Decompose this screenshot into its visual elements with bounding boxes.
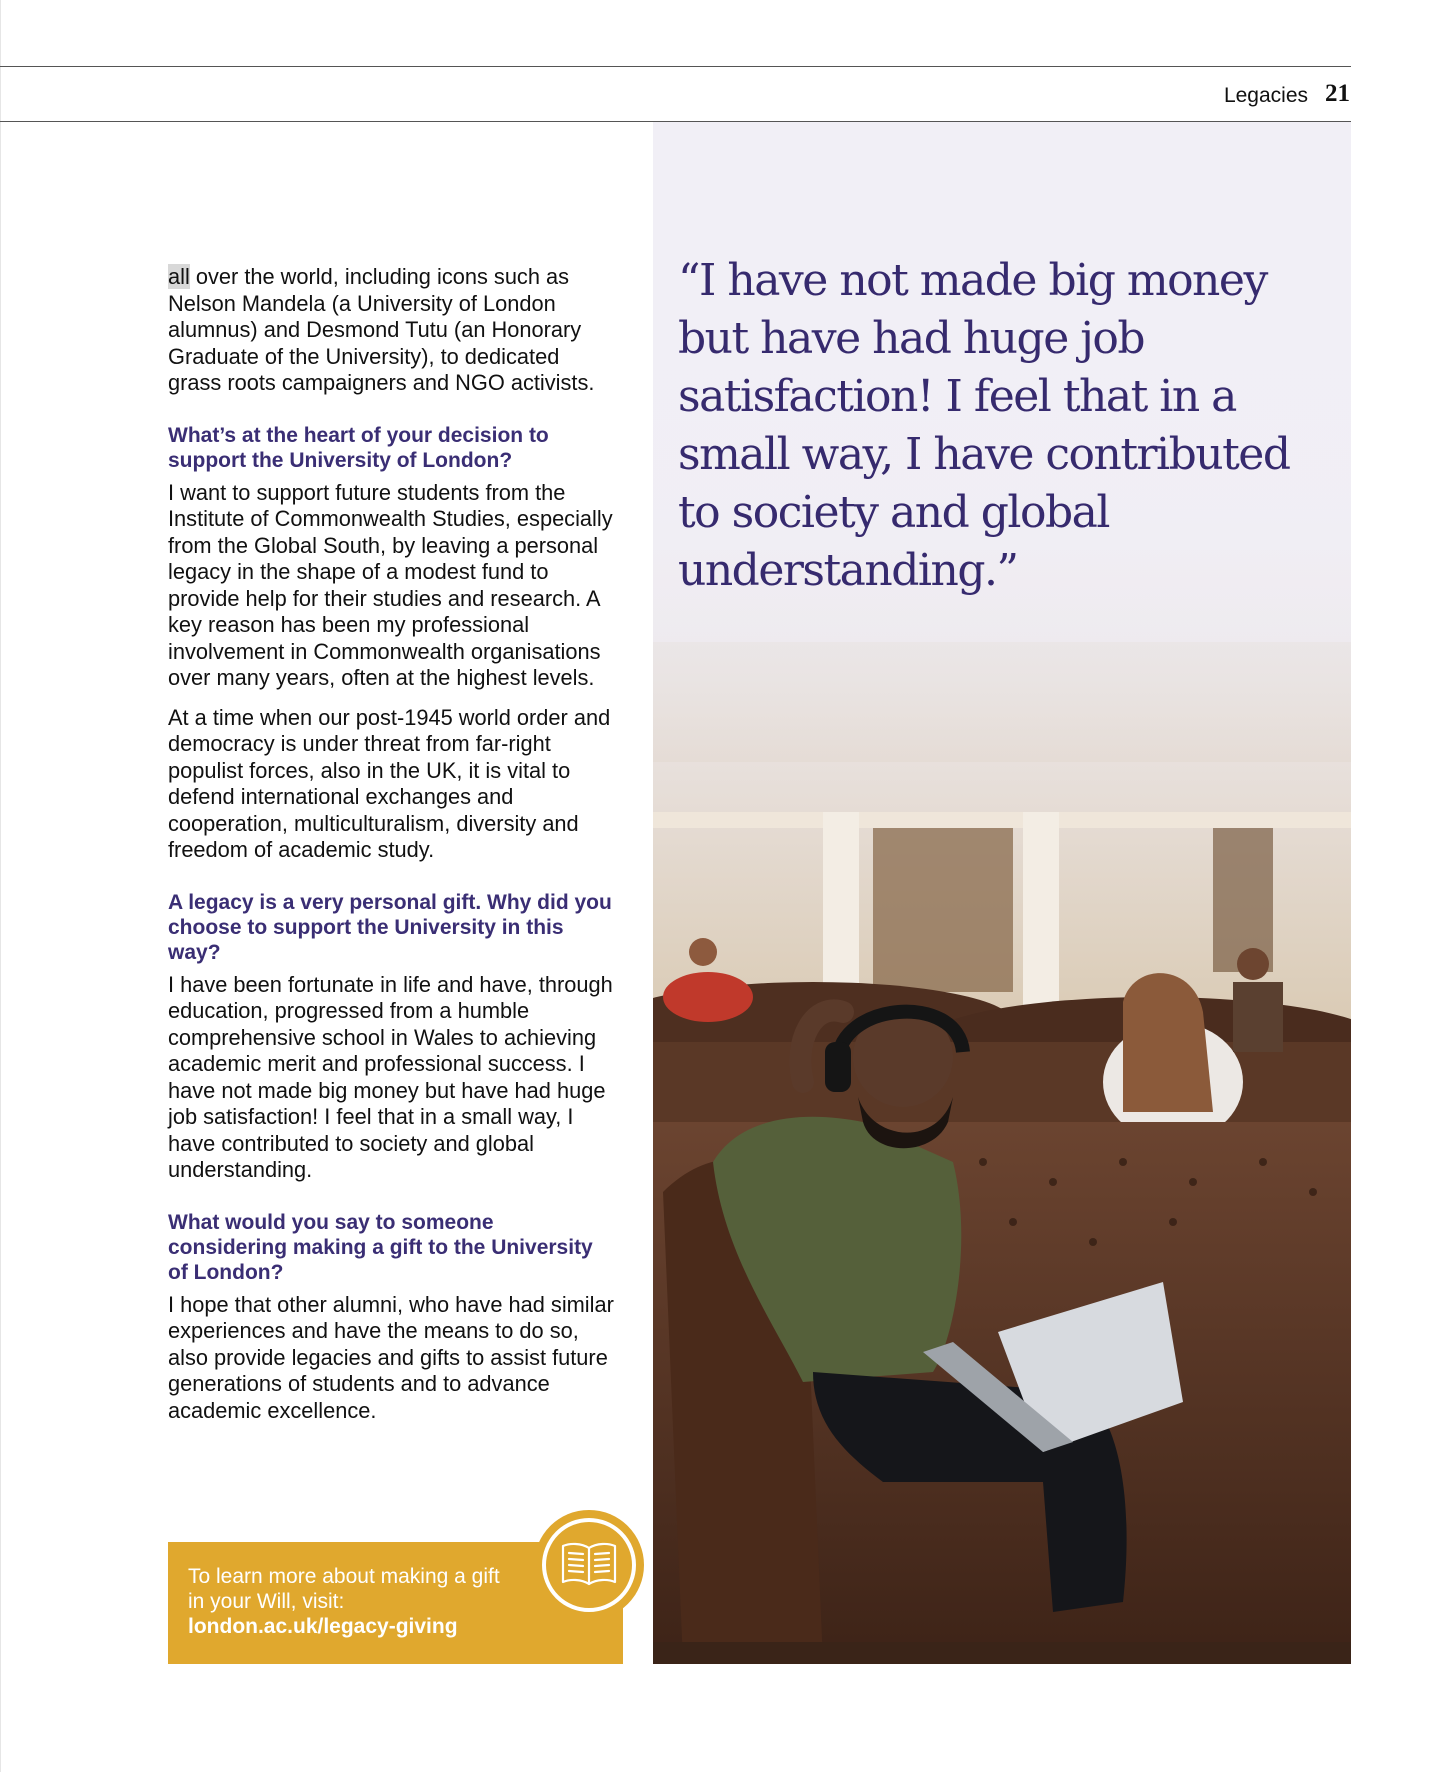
cta-badge — [534, 1510, 644, 1620]
library-photo-panel — [653, 122, 1351, 1664]
cta-message: To learn more about making a gift in your Will, visit: — [188, 1565, 500, 1613]
open-book-icon — [558, 1540, 620, 1590]
section-label: Legacies — [1223, 84, 1308, 107]
background-person-red — [663, 972, 753, 1022]
pull-quote: “I have not made big money but have had huge job satisfaction! I feel that in a small way, I have contributed to society and global understanding.” — [678, 255, 1290, 596]
answer-paragraph: At a time when our post-1945 world order and democracy is under threat from far-right populist forces, also in the UK, it is vital to defend international exchanges and cooperation, multiculturalism, diversity and freedom of academic study. — [168, 704, 611, 862]
article-column — [168, 264, 618, 1424]
answer-paragraph: I want to support future students from the Institute of Commonwealth Studies, especially from the Global South, by leaving a personal legacy in the shape of a modest fund to provide help for their studies and research. A key reason has been my professional involvement in Commonwealth organisations over many years, often at the highest levels. — [168, 479, 613, 690]
answer-paragraph: I hope that other alumni, who have had similar experiences and have the means to do so, also provide legacies and gifts to assist future generations of students and to advance academic excellence. — [168, 1291, 614, 1423]
question-heart-of-decision: What’s at the heart of your decision to support the University of London? — [168, 423, 549, 472]
header-rule-top — [0, 66, 1351, 67]
legacy-giving-link[interactable]: london.ac.uk/legacy-giving — [188, 1615, 458, 1638]
answer-paragraph: I have been fortunate in life and have, through education, progressed from a humble comprehensive school in Wales to achieving academic merit and professional success. I have not made big money but have had huge job satisfaction! I feel that in a small way, I have contributed to society and global understanding. — [168, 971, 613, 1182]
page-edge — [0, 0, 1, 1772]
cta-text — [188, 1564, 508, 1639]
continued-text: over the world, including icons such as Nelson Mandela (a University of London alumnus) and Desmond Tutu (an Honorary Graduate of the University), to dedicated grass roots campaigners and NGO activists. — [168, 264, 595, 395]
page-number: 21 — [1325, 80, 1350, 107]
question-personal-gift: A legacy is a very personal gift. Why did you choose to support the University in this way? — [168, 890, 612, 964]
continued-paragraph — [168, 264, 618, 397]
question-advice: What would you say to someone considering making a gift to the University of London? — [168, 1210, 593, 1284]
highlighted-word: all — [168, 264, 190, 289]
